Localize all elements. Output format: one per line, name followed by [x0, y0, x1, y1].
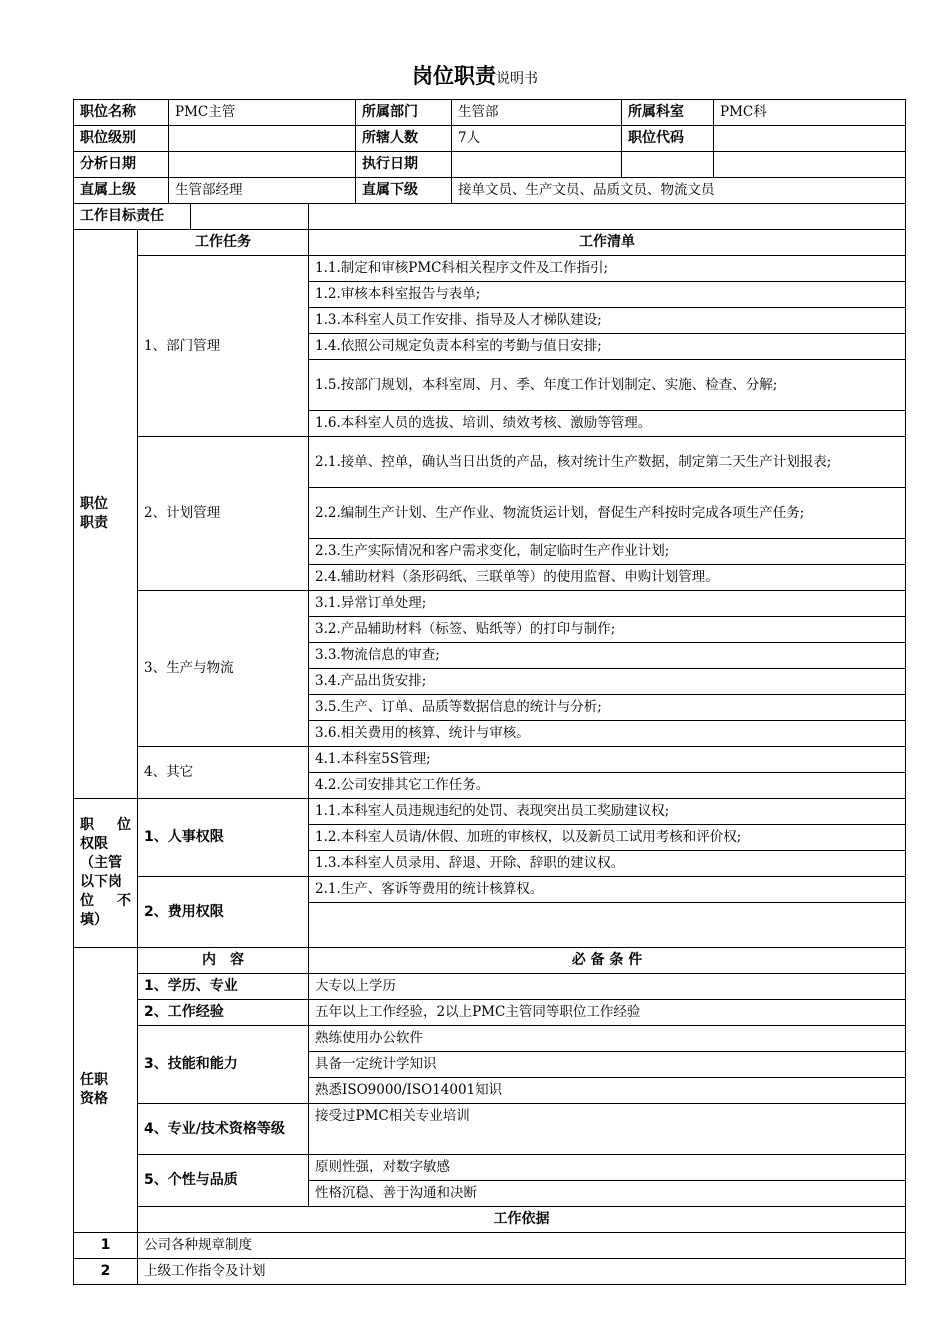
- basis-no: 1: [74, 1233, 138, 1259]
- level-label: 职位级别: [74, 126, 169, 152]
- task-item: 1.2.审核本科室报告与表单;: [309, 282, 906, 308]
- job-description-table: [73, 99, 906, 1285]
- qual-item: 接受过PMC相关专业培训: [309, 1104, 906, 1155]
- task-item: 2.1.接单、控单，确认当日出货的产品，核对统计生产数据，制定第二天生产计划报表;: [309, 437, 906, 488]
- task-item: 3.3.物流信息的审查;: [309, 643, 906, 669]
- task-name: 2、计划管理: [138, 437, 309, 591]
- code-label: 职位代码: [622, 126, 714, 152]
- task-item: 4.2.公司安排其它工作任务。: [309, 773, 906, 799]
- info-row-1: [74, 100, 906, 126]
- analysis-date-value: [169, 152, 356, 178]
- task-item: 2.4.辅助材料（条形码纸、三联单等）的使用监督、申购计划管理。: [309, 565, 906, 591]
- info-row-2: [74, 126, 906, 152]
- department-label: 所属部门: [356, 100, 452, 126]
- superior-label: 直属上级: [74, 178, 169, 204]
- execution-date-label: 执行日期: [356, 152, 452, 178]
- subordinates-count-value: 7人: [452, 126, 622, 152]
- target-label: [74, 204, 309, 230]
- analysis-date-label: 分析日期: [74, 152, 169, 178]
- duties-section-label: [74, 230, 138, 799]
- authority-item: [309, 903, 906, 948]
- qual-row: [74, 1155, 906, 1181]
- authority-label-line: 职 位: [80, 817, 131, 833]
- basis-header: 工作依据: [138, 1207, 906, 1233]
- task-item: 3.2.产品辅助材料（标签、贴纸等）的打印与制作;: [309, 617, 906, 643]
- authority-label-line: （主管: [80, 855, 122, 871]
- subordinates-count-label: 所辖人数: [356, 126, 452, 152]
- basis-text: 上级工作指令及计划: [138, 1259, 906, 1285]
- subordinates-label: 直属下级: [356, 178, 452, 204]
- qual-row: [74, 1026, 906, 1052]
- authority-row: [74, 799, 906, 825]
- qual-item: 熟悉ISO9000/ISO14001知识: [309, 1078, 906, 1104]
- qual-item: 性格沉稳、善于沟通和决断: [309, 1181, 906, 1207]
- position-name-label: 职位名称: [74, 100, 169, 126]
- task-item: 1.3.本科室人员工作安排、指导及人才梯队建设;: [309, 308, 906, 334]
- qual-label-line: 资格: [80, 1091, 108, 1107]
- task-header: 工作任务: [138, 230, 309, 256]
- code-value: [714, 126, 906, 152]
- blank-cell-b: [714, 152, 906, 178]
- target-value: [190, 204, 308, 229]
- authority-label-line: 权限: [80, 836, 108, 852]
- qual-header-row: [74, 948, 906, 974]
- target-label-text: 工作目标责任: [80, 208, 164, 224]
- subordinates-value: 接单文员、生产文员、品质文员、物流文员: [452, 178, 906, 204]
- target-blank: [309, 204, 906, 230]
- task-row: [74, 256, 906, 282]
- qual-requirement-header: 必 备 条 件: [309, 948, 906, 974]
- qual-item: 原则性强，对数字敏感: [309, 1155, 906, 1181]
- department-value: 生管部: [452, 100, 622, 126]
- document-title: [0, 60, 950, 90]
- qual-name: 2、工作经验: [138, 1000, 309, 1026]
- task-row: [74, 591, 906, 617]
- task-item: 3.6.相关费用的核算、统计与审核。: [309, 721, 906, 747]
- level-value: [169, 126, 356, 152]
- task-row: [74, 437, 906, 488]
- authority-row: [74, 877, 906, 903]
- task-item: 1.5.按部门规划，本科室周、月、季、年度工作计划制定、实施、检查、分解;: [309, 360, 906, 411]
- basis-row: [74, 1233, 906, 1259]
- info-row-3: [74, 152, 906, 178]
- authority-item: 1.3.本科室人员录用、辞退、开除、辞职的建议权。: [309, 851, 906, 877]
- task-item: 3.5.生产、订单、品质等数据信息的统计与分析;: [309, 695, 906, 721]
- authority-section-label: [74, 799, 138, 948]
- task-item: 2.2.编制生产计划、生产作业、物流货运计划，督促生产科按时完成各项生产任务;: [309, 488, 906, 539]
- task-item: 1.4.依照公司规定负责本科室的考勤与值日安排;: [309, 334, 906, 360]
- qual-name: 1、学历、专业: [138, 974, 309, 1000]
- authority-group-name: 2、费用权限: [138, 877, 309, 948]
- qual-row: [74, 1104, 906, 1155]
- qual-item: 大专以上学历: [309, 974, 906, 1000]
- qual-item: 具备一定统计学知识: [309, 1052, 906, 1078]
- qual-item: 熟练使用办公软件: [309, 1026, 906, 1052]
- duties-section-label-text: 职位职责: [80, 496, 108, 531]
- section-value: PMC科: [714, 100, 906, 126]
- qual-item: 五年以上工作经验，2以上PMC主管同等职位工作经验: [309, 1000, 906, 1026]
- basis-row: [74, 1259, 906, 1285]
- qual-name: 4、专业/技术资格等级: [138, 1104, 309, 1155]
- authority-item: 1.1.本科室人员违规违纪的处罚、表现突出员工奖励建议权;: [309, 799, 906, 825]
- task-name: 1、部门管理: [138, 256, 309, 437]
- qual-section-label: [74, 948, 138, 1233]
- authority-item: 2.1.生产、客诉等费用的统计核算权。: [309, 877, 906, 903]
- authority-group-name: 1、人事权限: [138, 799, 309, 877]
- authority-item: 1.2.本科室人员请/休假、加班的审核权，以及新员工试用考核和评价权;: [309, 825, 906, 851]
- task-item: 3.4.产品出货安排;: [309, 669, 906, 695]
- authority-label-line: 以下岗: [80, 874, 122, 890]
- qual-label-line: 任职: [80, 1072, 108, 1088]
- task-name: 3、生产与物流: [138, 591, 309, 747]
- task-item: 2.3.生产实际情况和客户需求变化，制定临时生产作业计划;: [309, 539, 906, 565]
- task-row: [74, 747, 906, 773]
- basis-header-row: [74, 1207, 906, 1233]
- basis-text: 公司各种规章制度: [138, 1233, 906, 1259]
- section-label: 所属科室: [622, 100, 714, 126]
- task-name: 4、其它: [138, 747, 309, 799]
- basis-no: 2: [74, 1259, 138, 1285]
- qual-row: [74, 974, 906, 1000]
- task-item: 4.1.本科室5S管理;: [309, 747, 906, 773]
- qual-name: 3、技能和能力: [138, 1026, 309, 1104]
- title-main: 岗位职责: [412, 64, 496, 88]
- task-item: 1.6.本科室人员的选拔、培训、绩效考核、激励等管理。: [309, 411, 906, 437]
- task-item: 3.1.异常订单处理;: [309, 591, 906, 617]
- task-item: 1.1.制定和审核PMC科相关程序文件及工作指引;: [309, 256, 906, 282]
- title-sub: 说明书: [496, 71, 538, 87]
- blank-cell-a: [622, 152, 714, 178]
- info-row-4: [74, 178, 906, 204]
- duties-header-row: [74, 230, 906, 256]
- qual-content-header: 内 容: [138, 948, 309, 974]
- qual-row: [74, 1000, 906, 1026]
- info-row-5: [74, 204, 906, 230]
- authority-label-line: 位 不: [80, 893, 131, 909]
- authority-label-line: 填）: [80, 912, 108, 928]
- qual-name: 5、个性与品质: [138, 1155, 309, 1207]
- position-name-value: PMC主管: [169, 100, 356, 126]
- list-header: 工作清单: [309, 230, 906, 256]
- superior-value: 生管部经理: [169, 178, 356, 204]
- execution-date-value: [452, 152, 622, 178]
